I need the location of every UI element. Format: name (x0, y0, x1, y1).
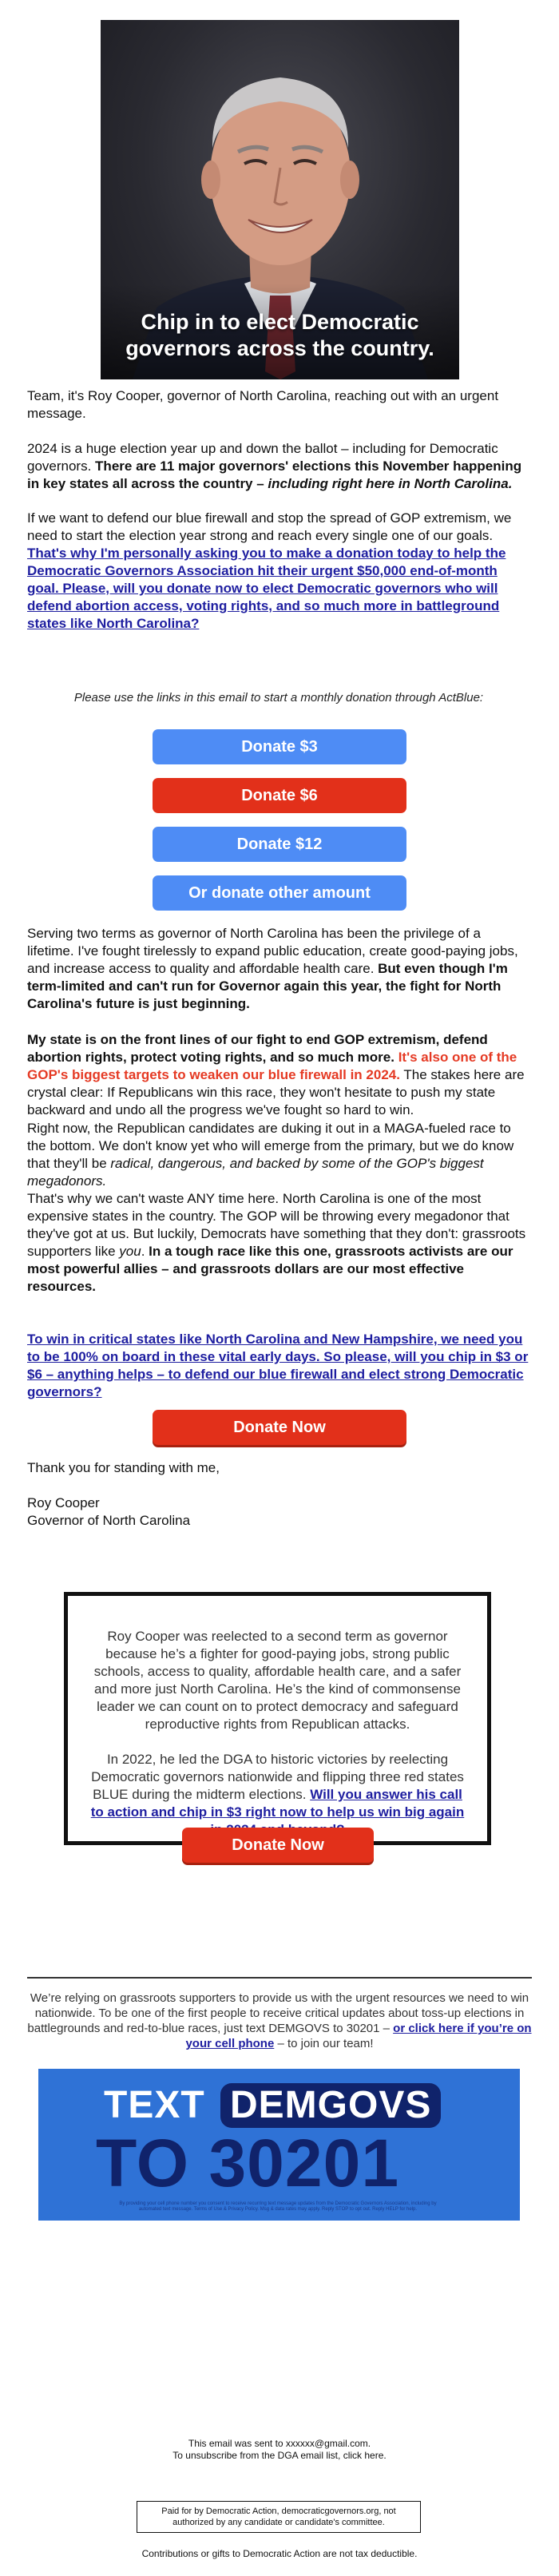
about-box-donate-button[interactable]: Donate Now (182, 1828, 374, 1863)
paragraph-3 (27, 510, 530, 633)
p6-text: Right now, the Republican candidates are duking it out in a MAGA-fueled race to the bottom. We don't know yet who will emerge from the primary, but we do know that they'll be (27, 1121, 514, 1171)
divider (27, 1977, 532, 1979)
monthly-note-text: Please use the links in this email to start a monthly donation through ActBlue: (73, 691, 484, 705)
about-box-p2 (88, 1751, 467, 1839)
p3-text: If we want to defend our blue firewall and stop the spread of GOP extremism, we need to start the election year strong and reach every single one of our goals. (27, 510, 512, 543)
sms-end: – to join our team! (274, 2037, 374, 2050)
footer-unsubscribe-end: . (383, 2450, 387, 2461)
paragraph-8 (27, 1331, 530, 1401)
p7-bold: In a tough race like this one, grassroots activists are our most powerful allies – and grassroots dollars are our most effective resources. (27, 1244, 513, 1294)
monthly-note (27, 691, 530, 705)
donate-now-button[interactable]: Donate Now (153, 1410, 406, 1445)
donate-6-button[interactable]: Donate $6 (153, 778, 406, 813)
thanks-text: Thank you for standing with me, (27, 1460, 220, 1475)
p3-donate-link[interactable]: That's why I'm personally asking you to make a donation today to help the Democratic Governors Association hit their urgent $50,000 end-of-month goal. Please, will you donate now to elect Democratic governors who will defend abortion access, voting rights, and so much more in battleground states like North Carolina? (27, 546, 506, 631)
banner-keyword-text: DEMGOVS (230, 2084, 432, 2126)
about-box-donate-link[interactable]: Will you answer his call to action and chip in $3 right now to help us win big again (90, 1787, 465, 1820)
p2-bold: There are 11 major governors' elections this November happening in key states all across the country – (27, 458, 522, 491)
signature-name: Roy Cooper (27, 1495, 100, 1510)
footer-unsubscribe (27, 2450, 532, 2462)
signature-title: Governor of North Carolina (27, 1513, 191, 1528)
paragraph-5 (27, 1031, 530, 1119)
unsubscribe-link[interactable]: click here (343, 2450, 384, 2461)
banner-to-number: TO 30201 (96, 2125, 400, 2201)
paragraph-4 (27, 925, 530, 1013)
paragraph-2 (27, 440, 530, 493)
hero-caption-line1: Chip in to elect Democratic (141, 310, 419, 334)
paragraph-7 (27, 1190, 530, 1296)
footer-sent-to-text: This email was sent to xxxxxx@gmail.com. (188, 2438, 371, 2449)
about-box-p1 (88, 1628, 467, 1733)
intro-text: Team, it's Roy Cooper, governor of North Carolina, reaching out with an urgent message. (27, 388, 499, 421)
paid-for-text: Paid for by Democratic Action, democraticgovernors.org, not authorized by any candidate or candidate's committee. (161, 2507, 396, 2527)
hero-caption (101, 309, 459, 362)
donate-other-button[interactable]: Or donate other amount (153, 875, 406, 911)
donate-12-button[interactable]: Donate $12 (153, 827, 406, 862)
intro-paragraph (27, 387, 530, 423)
footer-contributions: Contributions or gifts to Democratic Action are not tax deductible. (141, 2548, 418, 2559)
donate-3-button[interactable]: Donate $3 (153, 729, 406, 764)
banner-keyword (220, 2083, 441, 2128)
sms-text: We’re relying on grassroots supporters to provide us with the urgent resources we need to win nationwide. To be one of the first people to receive critical updates about toss-up elections in battlegrounds and red-to-blue races, just text DEMGOVS to 30201 – (27, 1991, 529, 2035)
footer-sent-to (27, 2438, 532, 2450)
banner-fine-print: By providing your cell phone number you consent to receive recurring text message updates from the Democratic Governors Association, including by automated text message. Terms of Use & Privacy Policy. Msg & data rates may apply. Reply STOP to opt out. Reply HELP for help. (119, 2201, 437, 2212)
p5-red: It's also one of the GOP's biggest targets to weaken our blue firewall in 2024. (27, 1050, 517, 1082)
about-box (64, 1592, 491, 1854)
p2-bold-italic: including right here in North Carolina. (268, 476, 513, 491)
p5-text: The stakes here are crystal clear: If Republicans win this race, they won't hesitate to push my state backward and undo all the progress we've fought so hard to win. (27, 1067, 525, 1117)
sms-paragraph (27, 1991, 532, 2051)
p7-text: That's why we can't waste ANY time here. North Carolina is one of the most expensive states in the country. The GOP will be throwing every megadonor that they've got at us. But luckily, Democrats have something that they don't: grassroots supporters like (27, 1191, 526, 1259)
p4-text: Serving two terms as governor of North Carolina has been the privilege of a lifetime. I've fought tirelessly to expand public education, create good-paying jobs, and increase access to quality and affordable health care. (27, 926, 518, 976)
p4-bold: But even though I'm term-limited and can't run for Governor again this year, the fight for North Carolina's future is just beginning. (27, 961, 508, 1011)
about-box-p2-text: In 2022, he led the DGA to historic victories by reelecting Democratic governors nationwide and flipping three red states BLUE during the midterm elections. (91, 1752, 464, 1802)
banner-text-word: TEXT (104, 2084, 205, 2126)
about-box-p1-text: Roy Cooper was reelected to a second term as governor because he’s a fighter for good-paying jobs, strong public schools, access to quality, affordable health care, and a safer and more just North Carolina. He’s the kind of commonsense leader we can count on to protect democracy and safeguard reproductive rights from Republican attacks. (93, 1629, 462, 1732)
sms-cell-link[interactable]: or click here if you’re on your cell phone (185, 2022, 532, 2050)
paragraph-6 (27, 1120, 530, 1190)
p7-sep: . (141, 1244, 149, 1259)
p8-donate-link[interactable]: To win in critical states like North Carolina and New Hampshire, we need you to be 100% on board in these vital early days. So please, will you chip in $3 or $6 – anything helps – to defend our blue firewall and elect strong Democratic governors? (27, 1332, 529, 1399)
text-demgovs-banner[interactable] (38, 2069, 520, 2221)
p7-italic: you (119, 1244, 141, 1259)
paid-for-box (137, 2501, 421, 2533)
footer-unsubscribe-text: To unsubscribe from the DGA email list, (172, 2450, 343, 2461)
hero-image[interactable] (101, 20, 459, 379)
p5-bold: My state is on the front lines of our fight to end GOP extremism, defend abortion rights, protect voting rights, and so much more. (27, 1032, 488, 1065)
hero-caption-line2: governors across the country. (125, 336, 434, 360)
p2-text: 2024 is a huge election year up and down the ballot – including for Democratic governors. (27, 441, 498, 474)
p6-italic: radical, dangerous, and backed by some of the GOP's biggest megadonors. (27, 1156, 484, 1189)
